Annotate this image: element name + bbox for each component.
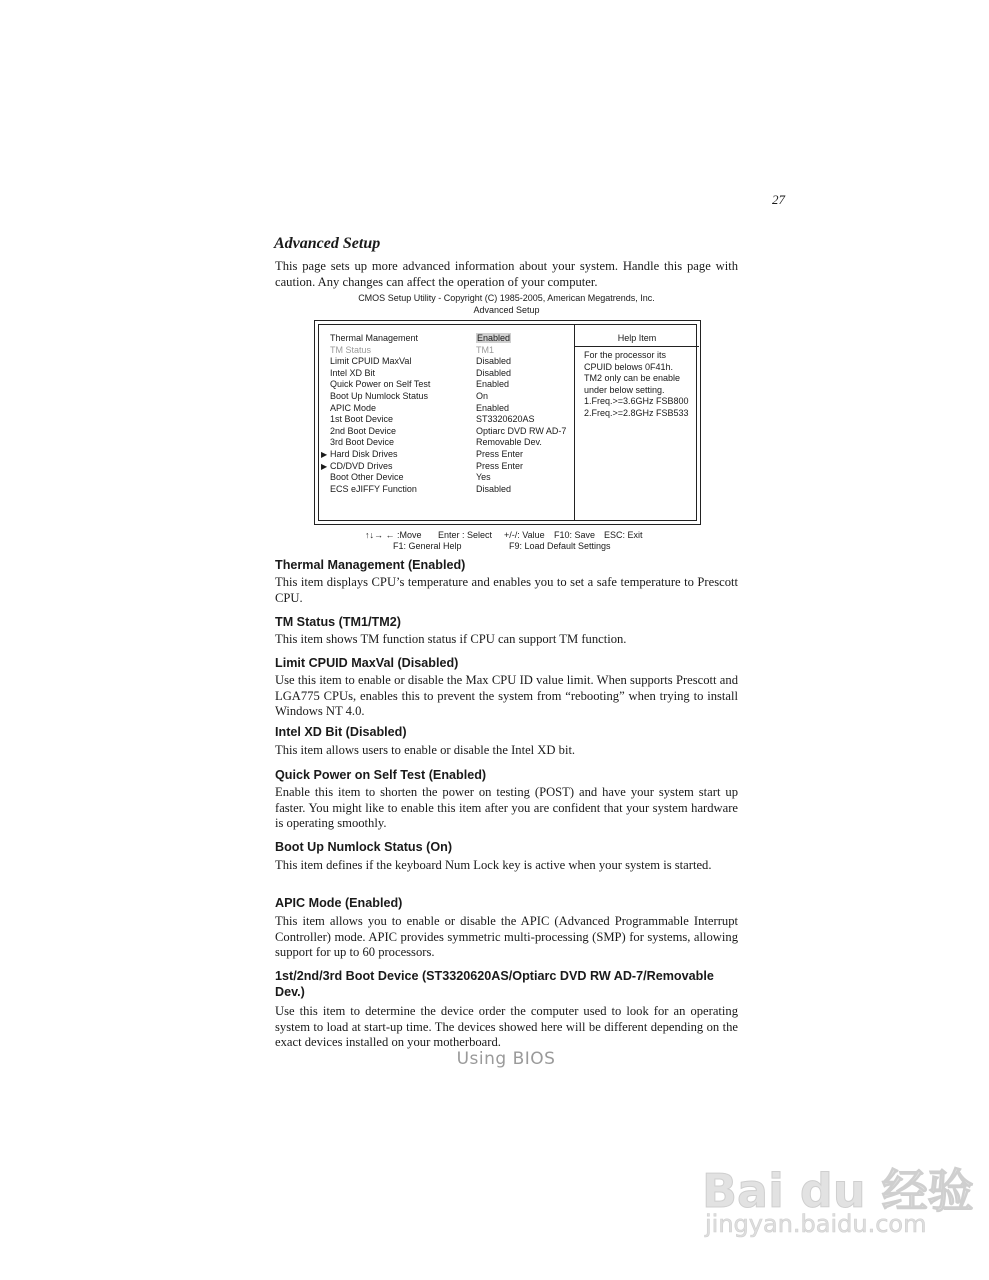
bios-key-save: F10: Save bbox=[554, 530, 596, 540]
bios-item-label[interactable]: Intel XD Bit bbox=[330, 367, 376, 378]
bios-screen-title: Advanced Setup bbox=[473, 305, 540, 315]
help-line: 2.Freq.>=2.8GHz FSB533 bbox=[584, 408, 689, 418]
bios-item-value[interactable]: Removable Dev. bbox=[476, 437, 542, 448]
bios-item-value[interactable]: Enabled bbox=[476, 379, 510, 390]
help-line: under below setting. bbox=[584, 384, 665, 395]
bios-item-label[interactable]: Hard Disk Drives bbox=[330, 449, 398, 459]
bios-item-label[interactable]: 2nd Boot Device bbox=[330, 425, 397, 436]
heading-thermal-management: Thermal Management (Enabled) bbox=[275, 558, 466, 572]
bios-item-label: TM Status bbox=[330, 344, 372, 355]
bios-copyright: CMOS Setup Utility - Copyright (C) 1985-2005, American Megatrends, Inc. bbox=[358, 293, 655, 303]
heading-quick-power: Quick Power on Self Test (Enabled) bbox=[275, 768, 487, 782]
bios-item-label[interactable]: ECS eJIFFY Function bbox=[330, 483, 417, 494]
body-numlock: This item defines if the keyboard Num Lock key is active when your system is started. bbox=[275, 858, 712, 872]
bios-screen bbox=[314, 320, 701, 525]
help-line: TM2 only can be enable bbox=[584, 373, 681, 384]
body-thermal-management: This item displays CPU’s temperature and enables you to set a safe temperature to Prescott CPU. bbox=[275, 575, 738, 605]
bios-item-value[interactable]: Disabled bbox=[476, 367, 512, 378]
watermark-logo: Bai du 经验 bbox=[702, 1164, 974, 1218]
bios-item-value[interactable]: Optiarc DVD RW AD-7 bbox=[476, 425, 567, 436]
heading-boot-device: 1st/2nd/3rd Boot Device (ST3320620AS/Optiarc DVD RW AD-7/Removable Dev.) bbox=[275, 969, 714, 999]
bios-key-defaults: F9: Load Default Settings bbox=[509, 541, 611, 551]
bios-item-value[interactable]: Yes bbox=[476, 472, 491, 483]
bios-item-value[interactable]: Disabled bbox=[476, 483, 512, 494]
bios-key-select: Enter : Select bbox=[438, 530, 493, 540]
help-line: CPUID belows 0F41h. bbox=[584, 361, 674, 372]
chapter-footer: Using BIOS bbox=[456, 1049, 556, 1069]
body-limit-cpuid: Use this item to enable or disable the Max CPU ID value limit. When supports Prescott and LGA775 CPUs, enables this to prevent the system from “rebooting” when trying to install Windows NT 4.0. bbox=[275, 673, 738, 719]
bios-item-label[interactable]: Limit CPUID MaxVal bbox=[330, 356, 412, 367]
bios-item-label[interactable]: 3rd Boot Device bbox=[330, 437, 395, 448]
watermark-url: jingyan.baidu.com bbox=[705, 1210, 927, 1238]
bios-item-value[interactable]: On bbox=[476, 391, 489, 401]
bios-item-value[interactable]: Enabled bbox=[476, 402, 510, 413]
bios-key-value: +/-/: Value bbox=[504, 530, 545, 540]
bios-item-label[interactable]: Boot Up Numlock Status bbox=[330, 391, 429, 401]
bios-item-value[interactable]: Press Enter bbox=[476, 460, 524, 471]
bios-key-help: F1: General Help bbox=[393, 541, 462, 551]
heading-numlock: Boot Up Numlock Status (On) bbox=[275, 840, 453, 854]
heading-tm-status: TM Status (TM1/TM2) bbox=[275, 615, 401, 629]
heading-limit-cpuid: Limit CPUID MaxVal (Disabled) bbox=[275, 656, 459, 670]
heading-apic-mode: APIC Mode (Enabled) bbox=[275, 896, 403, 910]
intro-paragraph: This page sets up more advanced information about your system. Handle this page with caution. Any changes can affect the operation of your computer. bbox=[275, 259, 738, 289]
bios-item-value[interactable] bbox=[476, 333, 511, 345]
bios-item-value[interactable]: Press Enter bbox=[476, 449, 524, 459]
bios-key-exit: ESC: Exit bbox=[604, 530, 643, 540]
section-title: Advanced Setup bbox=[274, 235, 381, 252]
bios-item-label[interactable]: Quick Power on Self Test bbox=[330, 379, 431, 390]
body-quick-power: Enable this item to shorten the power on testing (POST) and have your system start up faster. You might like to enable this item after you are confident that your system hardware is operating smoothly. bbox=[275, 785, 738, 831]
bios-divider bbox=[574, 325, 575, 520]
heading-intel-xd-bit: Intel XD Bit (Disabled) bbox=[275, 725, 407, 739]
body-boot-device: Use this item to determine the device order the computer used to look for an operating system to load at start-up time. The devices showed here will be different depending on the exact devices installed on your motherboard. bbox=[275, 1004, 738, 1050]
bios-key-move: ↑↓→ ← :Move bbox=[365, 530, 422, 540]
bios-item-label[interactable]: Thermal Management bbox=[330, 333, 419, 343]
body-apic-mode: This item allows you to enable or disable the APIC (Advanced Programmable Interrupt Controller) mode. APIC provides symmetric multi-processing (SMP) for systems, allowing support for up to 60 processors. bbox=[275, 914, 738, 960]
bios-item-value: TM1 bbox=[476, 344, 494, 355]
help-line: 1.Freq.>=3.6GHz FSB800 bbox=[584, 396, 689, 407]
submenu-arrow-icon: ▶ bbox=[321, 461, 328, 471]
bios-item-label[interactable]: APIC Mode bbox=[330, 402, 377, 413]
help-line: For the processor its bbox=[584, 350, 667, 360]
bios-item-value[interactable]: ST3320620AS bbox=[476, 414, 535, 425]
bios-selected-value[interactable]: Enabled bbox=[477, 333, 511, 343]
bios-item-label[interactable]: CD/DVD Drives bbox=[330, 460, 393, 471]
submenu-arrow-icon: ▶ bbox=[321, 450, 328, 459]
help-divider bbox=[575, 346, 699, 347]
page-number: 27 bbox=[772, 192, 785, 207]
help-title: Help Item bbox=[617, 333, 657, 343]
bios-item-label[interactable]: Boot Other Device bbox=[330, 472, 404, 483]
bios-item-label[interactable]: 1st Boot Device bbox=[330, 414, 394, 425]
bios-panel bbox=[318, 324, 697, 521]
body-intel-xd-bit: This item allows users to enable or disable the Intel XD bit. bbox=[275, 743, 576, 757]
bios-item-value[interactable]: Disabled bbox=[476, 356, 512, 367]
body-tm-status: This item shows TM function status if CPU can support TM function. bbox=[275, 632, 627, 646]
